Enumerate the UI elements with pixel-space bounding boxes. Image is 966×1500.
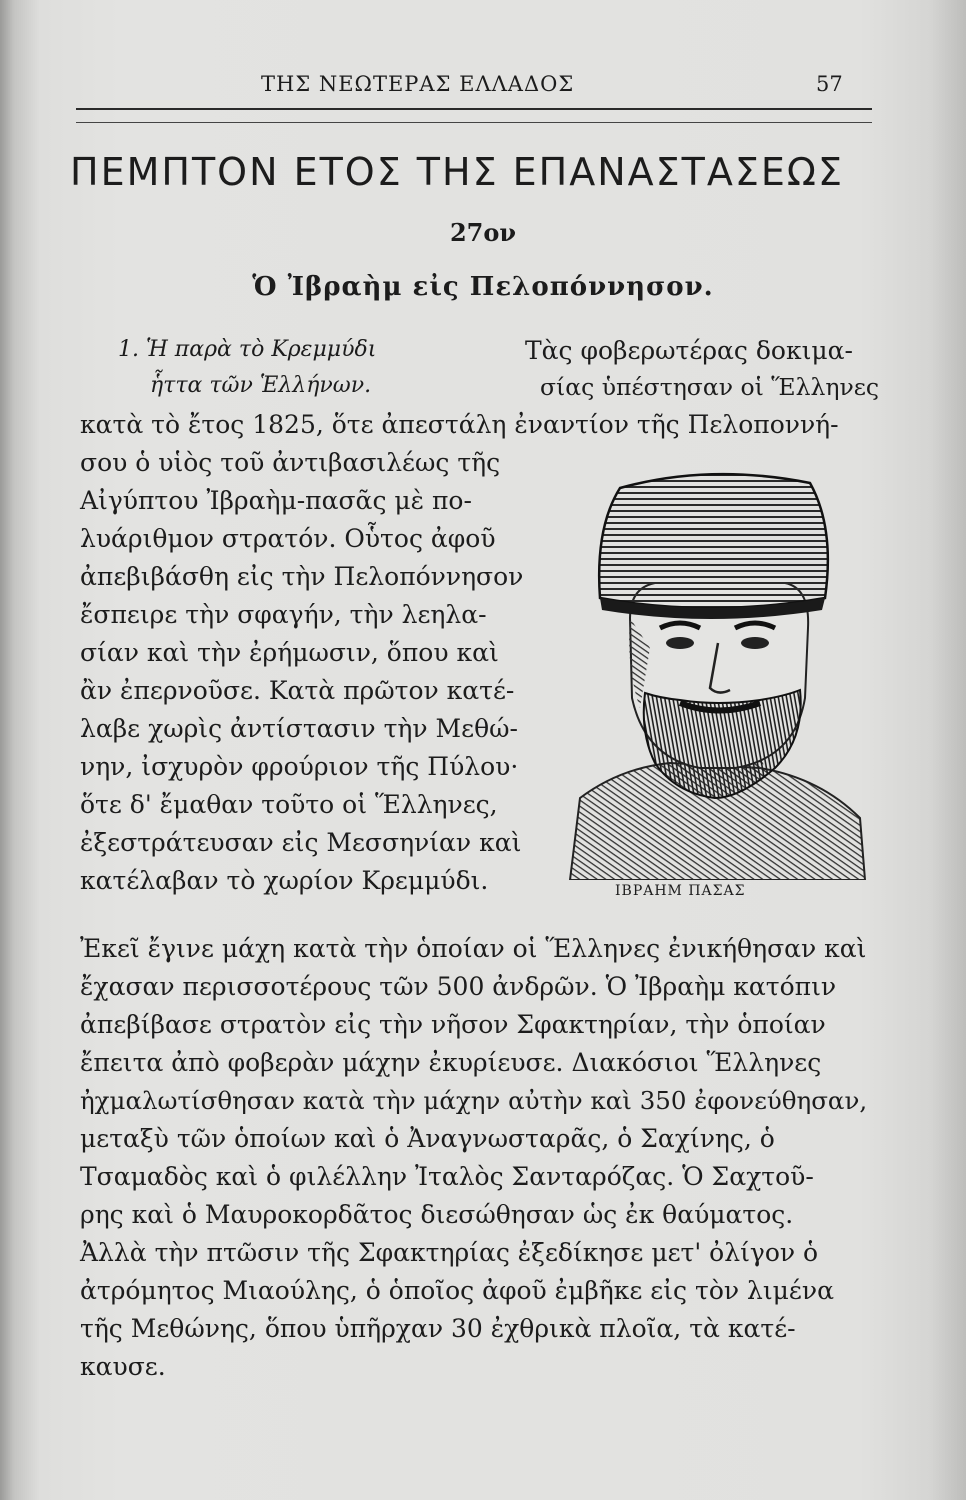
header-rule-thin	[76, 122, 872, 123]
text-line: ἠχμαλωτίσθησαν κατὰ τὴν μάχην αὐτὴν καὶ 350 ἐφονεύθησαν,	[80, 1086, 868, 1115]
text-line: μεταξὺ τῶν ὁποίων καὶ ὁ Ἀναγνωσταρᾶς, ὁ Σαχίνης, ὁ	[80, 1124, 775, 1153]
chapter-number: 27ον	[449, 218, 517, 247]
text-line: τῆς Μεθώνης, ὅπου ὑπῆρχαν 30 ἐχθρικὰ πλοῖα, τὰ κατέ-	[80, 1314, 796, 1343]
text-line: Ἐκεῖ ἔγινε μάχη κατὰ τὴν ὁποίαν οἱ Ἕλληνες ἐνικήθησαν καὶ	[80, 934, 867, 963]
running-title: ΤΗΣ ΝΕΩΤΕΡΑΣ ΕΛΛΑΔΟΣ	[261, 72, 575, 96]
text-line: νην, ἰσχυρὸν φρούριον τῆς Πύλου·	[80, 752, 519, 781]
text-line: σίας ὑπέστησαν οἱ Ἕλληνες	[540, 373, 880, 401]
marginal-note-line-2: ἧττα τῶν Ἑλλήνων.	[150, 373, 372, 398]
text-line: ἀπεβιβάσθη εἰς τὴν Πελοπόννησον	[80, 562, 524, 591]
text-line: ἐξεστράτευσαν εἰς Μεσσηνίαν καὶ	[80, 828, 522, 857]
text-line: λαβε χωρὶς ἀντίστασιν τὴν Μεθώ-	[80, 714, 518, 743]
marginal-note-line-1: 1. Ἡ παρὰ τὸ Κρεμμύδι	[118, 337, 377, 362]
text-line: ἔσπειρε τὴν σφαγήν, τὴν λεηλα-	[80, 600, 487, 629]
header-rule	[76, 108, 872, 110]
text-line: σου ὁ υἱὸς τοῦ ἀντιβασιλέως τῆς	[80, 448, 501, 477]
text-line: Αἰγύπτου Ἰβραὴμ-πασᾶς μὲ πο-	[80, 486, 472, 515]
text-line: ρης καὶ ὁ Μαυροκορδᾶτος διεσώθησαν ὡς ἐκ θαύματος.	[80, 1200, 794, 1229]
text-line: Ἀλλὰ τὴν πτῶσιν τῆς Σφακτηρίας ἐξεδίκησε μετ' ὀλίγον ὁ	[80, 1238, 819, 1267]
text-line: κατέλαβαν τὸ χωρίον Κρεμμύδι.	[80, 866, 489, 895]
text-line: κατὰ τὸ ἔτος 1825, ὅτε ἀπεστάλη ἐναντίον τῆς Πελοποννή-	[80, 410, 839, 439]
text-line: λυάριθμον στρατόν. Οὗτος ἀφοῦ	[80, 524, 496, 553]
text-line: ὅτε δ' ἔμαθαν τοῦτο οἱ Ἕλληνες,	[80, 790, 498, 819]
text-line: ἔπειτα ἀπὸ φοβερὰν μάχην ἐκυρίευσε. Διακόσιοι Ἕλληνες	[80, 1048, 822, 1077]
text-line: Τὰς φοβερωτέρας δοκιμα-	[525, 336, 853, 365]
text-line: σίαν καὶ τὴν ἐρήμωσιν, ὅπου καὶ	[80, 638, 499, 667]
text-line: ἀτρόμητος Μιαούλης, ὁ ὁποῖος ἀφοῦ ἐμβῆκε εἰς τὸν λιμένα	[80, 1276, 834, 1305]
portrait-illustration	[560, 468, 870, 880]
text-line: ἂν ἐπερνοῦσε. Κατὰ πρῶτον κατέ-	[80, 676, 515, 705]
text-line: Τσαμαδὸς καὶ ὁ φιλέλλην Ἰταλὸς Σανταρόζας. Ὁ Σαχτοῦ-	[80, 1162, 814, 1191]
text-line: ἔχασαν περισσοτέρους τῶν 500 ἀνδρῶν. Ὁ Ἰβραὴμ κατόπιν	[80, 972, 837, 1001]
marginal-note	[118, 332, 488, 404]
text-line: καυσε.	[80, 1352, 166, 1381]
running-header	[76, 72, 876, 102]
portrait-caption: ΙΒΡΑΗΜ ΠΑΣΑΣ	[615, 883, 746, 899]
section-heading: ΠΕΜΠΤΟΝ ΕΤΟΣ ΤΗΣ ΕΠΑΝΑΣΤΑΣΕΩΣ	[70, 150, 844, 194]
chapter-subtitle: Ὁ Ἰβραὴμ εἰς Πελοπόννησον.	[252, 272, 714, 302]
page-number: 57	[816, 72, 843, 96]
text-line: ἀπεβίβασε στρατὸν εἰς τὴν νῆσον Σφακτηρίαν, τὴν ὁποίαν	[80, 1010, 826, 1039]
